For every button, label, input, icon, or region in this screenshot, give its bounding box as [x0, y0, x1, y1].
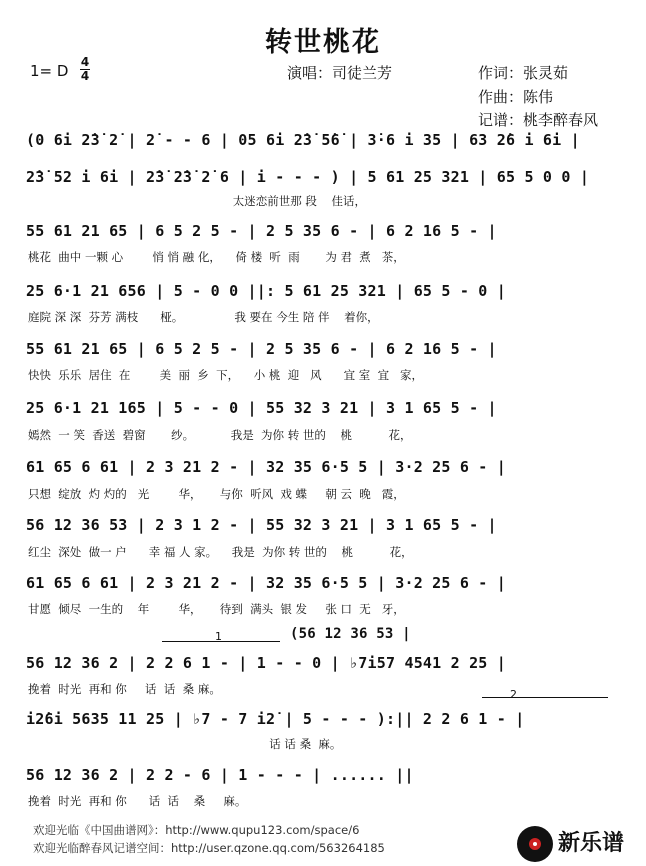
lyric-line-8: 红尘 深处 做一 户 幸 福 人 家。 我是 为你 转 世的 桃 花， — [28, 545, 413, 559]
volta-2-label: 2 — [510, 688, 517, 701]
time-signature-top: 4 — [80, 55, 90, 69]
notation-line-2: 2̇3̇ 52 i 6i | 2̇3̇ 2̇3̇ 2̇ 6 | i - - - ) | 5 61 25 321 | 65 5 0 0 | — [26, 168, 590, 186]
lyric-line-5: 快快 乐乐 居住 在 美 丽 乡 下， 小 桃 迎 风 宜 室 宜 家， — [28, 368, 424, 382]
lyric-line-12: 挽着 时光 再和 你 话 话 桑 麻。 — [28, 794, 247, 808]
notation-line-7: 61 65 6 61 | 2 3 21 2 - | 32 35 6·5 5 | 3·2 25 6 - | — [26, 458, 506, 476]
site-logo-text: 新乐谱 — [558, 831, 625, 856]
footer-line-1: 欢迎光临《中国曲谱网》：http://www.qupu123.com/space/6 — [33, 823, 360, 837]
notation-line-6: 25 6·1 21 165 | 5 - - 0 | 55 32 3 21 | 3 1 65 5 - | — [26, 399, 497, 417]
lyric-line-7: 只想 绽放 灼 灼的 光 华， 与你 听风 戏 蝶 朝 云 晚 霞， — [28, 487, 405, 501]
logo-disc-icon — [517, 826, 553, 862]
lyric-line-6: 嫣然 一 笑 香送 碧窗 纱。 我是 为你 转 世的 桃 花， — [28, 428, 412, 442]
notation-line-10: 56 12 36 2 | 2 2 6 1 - | 1 - - 0 | ♭7i57 4541 2 25 | — [26, 654, 506, 672]
lyric-line-10: 挽着 时光 再和 你 话 话 桑 麻。 — [28, 682, 221, 696]
notation-line-3: 55 61 21 65 | 6 5 2 5 - | 2 5 35 6 - | 6 2 16 5 - | — [26, 222, 497, 240]
lyric-line-11: 话 话 桑 麻。 — [28, 737, 342, 751]
notation-line-8: 56 12 36 53 | 2 3 1 2 - | 55 32 3 21 | 3 1 65 5 - | — [26, 516, 497, 534]
notation-line-4: 25 6·1 21 656 | 5 - 0 0 ||: 5 61 25 321 | 65 5 - 0 | — [26, 282, 506, 300]
volta-1-label: 1 — [215, 630, 222, 643]
volta-2-bracket — [482, 697, 608, 698]
lyric-line-3: 桃花 曲中 一颗 心 悄 悄 融 化， 倚 楼 听 雨 为 君 煮 茶， — [28, 250, 405, 264]
notation-line-1: (0 6i 2̇3̇ 2̇ | 2̇ - - 6 | 05 6i 2̇3̇ 5̇6̇ | 3̇·6 i 35 | 63 2̇6 i 6i | — [26, 131, 580, 149]
singer-credit: 演唱：司徒兰芳 — [287, 64, 393, 82]
notation-line-5: 55 61 21 65 | 6 5 2 5 - | 2 5 35 6 - | 6 2 16 5 - | — [26, 340, 497, 358]
composer-credit: 作曲：陈伟 — [478, 88, 554, 106]
song-title: 转世桃花 — [265, 27, 381, 58]
lyricist-credit: 作词：张灵茹 — [478, 64, 569, 82]
time-signature-bottom: 4 — [80, 69, 90, 83]
lyric-line-2: 太迷恋前世那 段 佳话， — [28, 194, 366, 208]
notation-line-12: 56 12 36 2 | 2 2 - 6 | 1 - - - | ...... || — [26, 766, 414, 784]
notation-line-11: i2̇6i 5635 11 25 | ♭7 - 7 i2̇ | 5 - - - ):|| 2 2 6 1 - | — [26, 710, 525, 728]
prelude-bracket: (56 12 36 53 | — [290, 626, 411, 642]
key-signature: 1= D — [30, 62, 69, 80]
lyric-line-9: 甘愿 倾尽 一生的 年 华， 待到 满头 银 发 张 口 无 牙， — [28, 602, 405, 616]
time-signature — [80, 56, 90, 83]
transcriber-credit: 记谱：桃李醉春风 — [478, 111, 599, 129]
footer-line-2: 欢迎光临醉春风记谱空间：http://user.qzone.qq.com/563264185 — [33, 841, 385, 855]
notation-line-9: 61 65 6 61 | 2 3 21 2 - | 32 35 6·5 5 | 3·2 25 6 - | — [26, 574, 506, 592]
lyric-line-4: 庭院 深 深 芬芳 满枝 桠。 我 要在 今生 陪 伴 着你， — [28, 310, 379, 324]
